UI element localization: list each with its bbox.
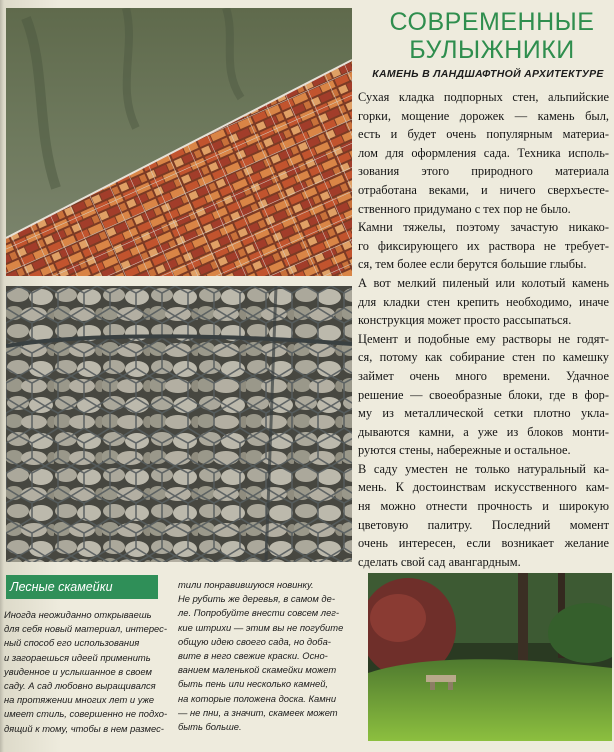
article-line: ся, потому как собирание стен по камешку <box>358 350 609 365</box>
article-line: А вот мелкий пиленый или колотый камень <box>358 275 609 290</box>
article-line: В саду уместен не только натуральный ка- <box>358 461 609 476</box>
article-line: Сухая кладка подпорных стен, альпийские <box>358 90 609 104</box>
title-line-1: СОВРЕМЕННЫЕ <box>389 8 595 36</box>
sidebar-header: Лесные скамейки <box>6 575 158 599</box>
sidebar-line: тили понравившуюся новинку. <box>178 579 314 590</box>
article-line: горки, мощение дорожек — камень был, <box>358 108 609 123</box>
garden-bench-photo <box>368 573 612 741</box>
sidebar-line: ванием маленькой скамейки может <box>178 664 337 676</box>
article-line: конструкция может просто рассыпаться. <box>358 313 572 328</box>
sidebar-line: Не рубить же деревья, в самом де- <box>178 593 335 605</box>
stone-gabion-photo <box>6 286 352 562</box>
sidebar-line: кие штрихи — этим вы не погубите <box>178 621 344 633</box>
sidebar-line: вите в него свежие краски. Осно- <box>178 650 328 662</box>
sidebar-line: быть больше. <box>178 721 242 733</box>
sidebar-line: на протяжении многих лет и уже <box>4 694 155 706</box>
sidebar-column-1 <box>4 608 168 736</box>
article-line: ня можно отнести прочность и широкую <box>358 499 609 514</box>
article-line: дываются камни, а уже из блоков монти- <box>358 424 609 439</box>
article-line: ся, тем более если берутся большие глыбы. <box>358 257 587 272</box>
sidebar-column-2 <box>178 578 358 734</box>
sidebar-line: ле. Попробуйте внести совсем лег- <box>178 607 340 619</box>
article-line: цветовую палитру. Последний момент <box>358 517 609 532</box>
article-line: есть и будет очень популярным материа- <box>358 127 609 142</box>
sidebar-line: общую идею своего сада, но доба- <box>178 635 331 647</box>
article-line: го фиксирующего их раствора не требует- <box>358 238 609 253</box>
article-title <box>378 8 606 64</box>
article-line: мень. К достоинствам искусственного кам- <box>358 480 609 495</box>
title-line-2: БУЛЫЖНИКИ <box>409 36 575 64</box>
brick-gabion-photo <box>6 8 352 276</box>
sidebar-line: быть пень или несколько камней, <box>178 678 329 690</box>
article-line: му из металлической сетки плотно укла- <box>358 406 609 421</box>
sidebar-line: на которые положена доска. Камни <box>178 692 337 704</box>
article-line: ственного придумано с тех пор не было. <box>358 201 571 216</box>
article-body <box>358 88 609 571</box>
article-line: руются стены, набережные и остальное. <box>358 443 571 458</box>
article-line: зования этого природного материала <box>358 164 609 179</box>
sidebar-line: увиденное и услышанное в своем <box>4 665 152 677</box>
article-line: очень интересен, если возникает желание <box>358 536 609 551</box>
article-line: Камни тяжелы, поэтому зачастую никако- <box>358 220 609 235</box>
sidebar-line: саду. А сад любовно выращивался <box>4 680 156 692</box>
sidebar-line: дящий к тому, чтобы в нем размес- <box>4 722 164 734</box>
article-line: лом для оформления сада. Техника исполь- <box>358 145 609 160</box>
article-line: решение — своеобразные блоки, где в фор- <box>358 387 609 402</box>
sidebar-line: ный способ его использования <box>4 637 140 649</box>
article-line: Цемент и подобные ему растворы не годят- <box>358 331 609 346</box>
article-line: займет очень много времени. Удачное <box>358 368 609 383</box>
sidebar-line: для себя новый материал, интерес- <box>4 623 167 635</box>
sidebar-line: Иногда неожиданно открываешь <box>4 609 152 620</box>
article-line: сделать свой сад авангардным. <box>358 554 521 569</box>
article-line: отработана веками, и ничего сверхъесте- <box>358 182 609 197</box>
sidebar-line: и загораешься идеей применить <box>4 651 151 663</box>
article-subtitle: КАМЕНЬ В ЛАНДШАФТНОЙ АРХИТЕКТУРЕ <box>372 68 604 80</box>
article-line: для кладки стен крепить необходимо, иначе <box>358 294 609 309</box>
sidebar-line: имеет стиль, совершенно не подхо- <box>4 708 168 720</box>
sidebar-line: — не пни, а значит, скамеек может <box>178 706 338 718</box>
